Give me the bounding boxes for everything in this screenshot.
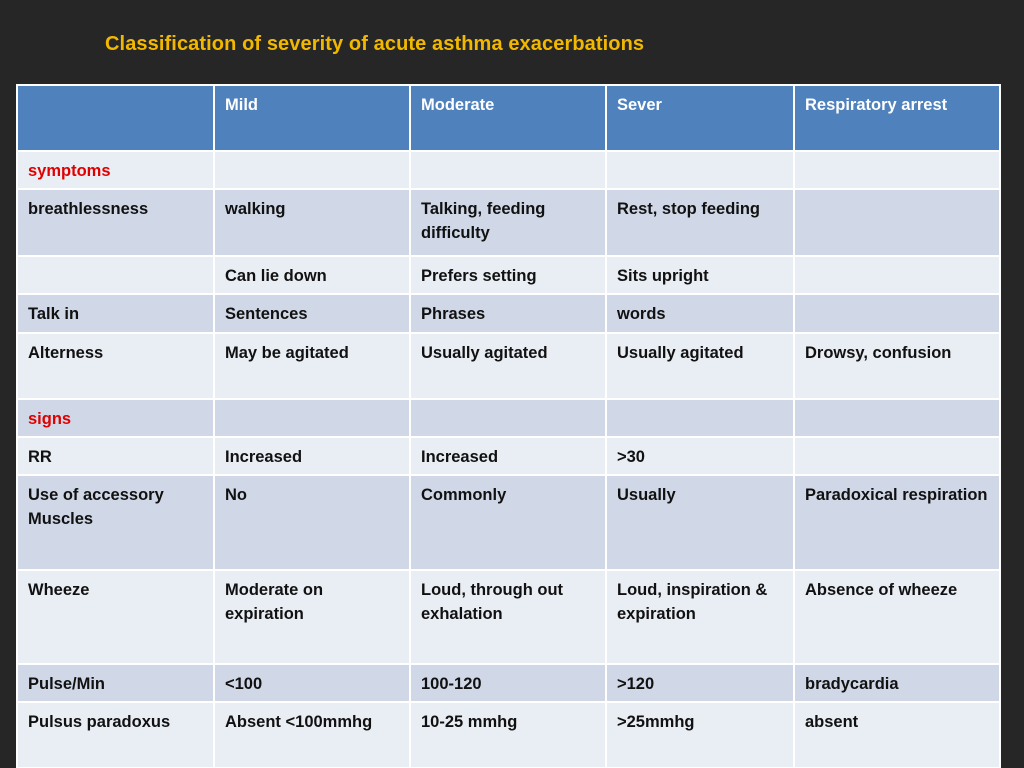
table-row-pulsus-paradoxus: [17, 702, 1000, 768]
header-cell-severe: Sever: [606, 85, 794, 151]
table-cell: Loud, through out exhalation: [410, 570, 606, 664]
header-cell-mild: Mild: [214, 85, 410, 151]
table-cell: Loud, inspiration & expiration: [606, 570, 794, 664]
table-cell: Sentences: [214, 294, 410, 333]
slide-title: Classification of severity of acute asthma exacerbations: [105, 33, 645, 55]
table-cell: Moderate on expiration: [214, 570, 410, 664]
row-label: Pulsus paradoxus: [17, 702, 214, 768]
table-cell: [214, 399, 410, 437]
table-cell: 100-120: [410, 664, 606, 702]
table-cell: [410, 399, 606, 437]
table-cell: >120: [606, 664, 794, 702]
table-row-pulse: [17, 664, 1000, 702]
table-cell: Rest, stop feeding: [606, 189, 794, 256]
table-header-row: [17, 85, 1000, 151]
table-cell: Sits upright: [606, 256, 794, 294]
table-cell: [606, 151, 794, 189]
table-row-breathlessness: [17, 189, 1000, 256]
table-cell: [794, 151, 1000, 189]
row-label: Wheeze: [17, 570, 214, 664]
row-label: RR: [17, 437, 214, 475]
table-row-signs: [17, 399, 1000, 437]
table-cell: [794, 256, 1000, 294]
table-cell: May be agitated: [214, 333, 410, 399]
table-cell: [794, 189, 1000, 256]
row-label: Talk in: [17, 294, 214, 333]
table-cell: Can lie down: [214, 256, 410, 294]
row-label: Use of accessory Muscles: [17, 475, 214, 570]
table-cell: >25mmhg: [606, 702, 794, 768]
row-label: [17, 256, 214, 294]
section-label-signs: signs: [17, 399, 214, 437]
table-cell: [214, 151, 410, 189]
table-cell: Prefers setting: [410, 256, 606, 294]
table-row-rr: [17, 437, 1000, 475]
table-cell: absent: [794, 702, 1000, 768]
table-cell: [794, 294, 1000, 333]
table-cell: Talking, feeding difficulty: [410, 189, 606, 256]
header-cell-moderate: Moderate: [410, 85, 606, 151]
table-cell: <100: [214, 664, 410, 702]
table-cell: [794, 399, 1000, 437]
table-cell: words: [606, 294, 794, 333]
table-cell: Increased: [214, 437, 410, 475]
header-cell-respiratory-arrest: Respiratory arrest: [794, 85, 1000, 151]
section-label-symptoms: symptoms: [17, 151, 214, 189]
table-cell: Usually agitated: [410, 333, 606, 399]
table-cell: [606, 399, 794, 437]
table-cell: Usually agitated: [606, 333, 794, 399]
table-cell: Phrases: [410, 294, 606, 333]
table-cell: No: [214, 475, 410, 570]
table-cell: 10-25 mmhg: [410, 702, 606, 768]
table-cell: Commonly: [410, 475, 606, 570]
table-cell: Absence of wheeze: [794, 570, 1000, 664]
header-cell-blank: [17, 85, 214, 151]
table-row-accessory-muscles: [17, 475, 1000, 570]
row-label: Pulse/Min: [17, 664, 214, 702]
table-row-posture: [17, 256, 1000, 294]
table-cell: Drowsy, confusion: [794, 333, 1000, 399]
row-label: Alterness: [17, 333, 214, 399]
table-cell: Absent <100mmhg: [214, 702, 410, 768]
table-cell: bradycardia: [794, 664, 1000, 702]
table-cell: walking: [214, 189, 410, 256]
table-cell: [794, 437, 1000, 475]
table-row-symptoms: [17, 151, 1000, 189]
row-label: breathlessness: [17, 189, 214, 256]
table-cell: [410, 151, 606, 189]
table-cell: Paradoxical respiration: [794, 475, 1000, 570]
table-row-wheeze: [17, 570, 1000, 664]
table-cell: Usually: [606, 475, 794, 570]
severity-table: [16, 84, 1001, 768]
table-cell: >30: [606, 437, 794, 475]
table-row-alertness: [17, 333, 1000, 399]
table-row-talk-in: [17, 294, 1000, 333]
table-cell: Increased: [410, 437, 606, 475]
